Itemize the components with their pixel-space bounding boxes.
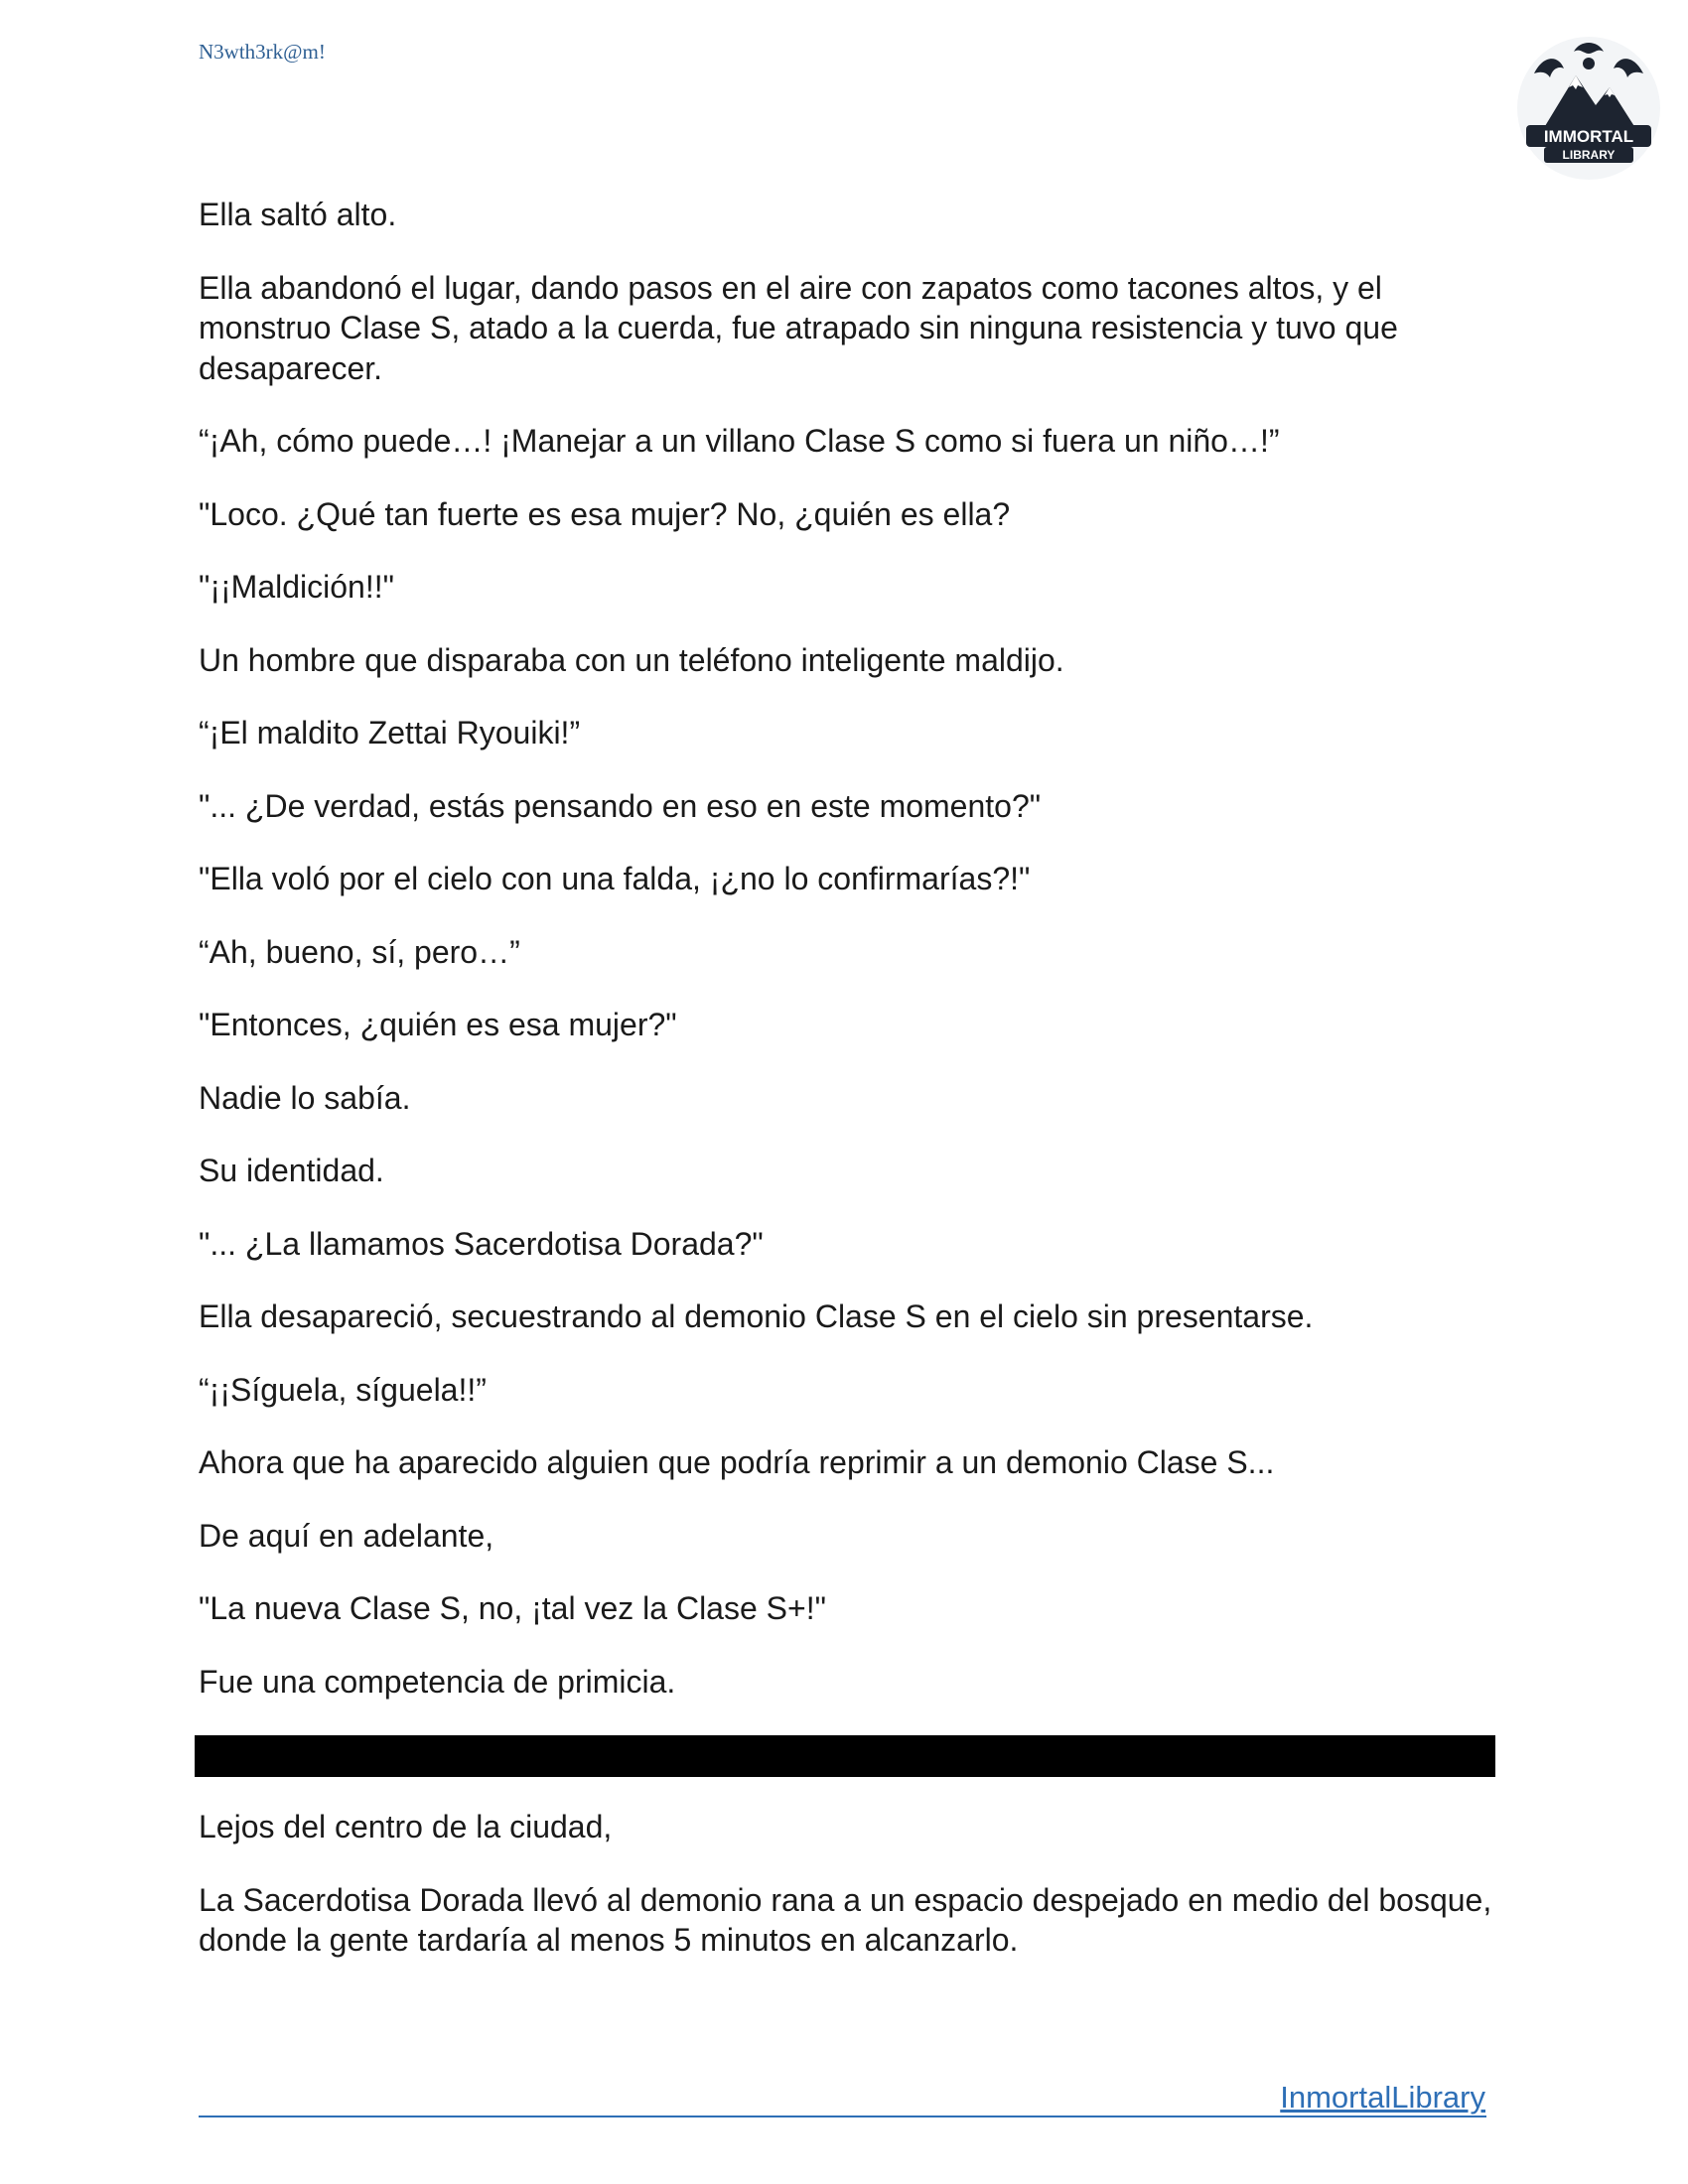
paragraph: Ella saltó alto. <box>199 197 397 232</box>
paragraph: "Ella voló por el cielo con una falda, ¡¿no lo confirmarías?!" <box>199 861 1031 896</box>
paragraph: Nadie lo sabía. <box>199 1079 411 1116</box>
logo-text-bottom: LIBRARY <box>1562 148 1616 162</box>
paragraph: Ahora que ha aparecido alguien que podría reprimir a un demonio Clase S... <box>199 1444 1275 1480</box>
paragraph: De aquí en adelante, <box>199 1517 494 1554</box>
paragraph: "Loco. ¿Qué tan fuerte es esa mujer? No, ¿quién es ella? <box>199 495 1011 532</box>
paragraph: "Entonces, ¿quién es esa mujer?" <box>199 1007 677 1042</box>
paragraph: "... ¿La llamamos Sacerdotisa Dorada?" <box>199 1225 764 1262</box>
paragraph: “¡¡Síguela, síguela!!” <box>199 1371 487 1408</box>
paragraph: "¡¡Maldición!!" <box>199 569 394 605</box>
paragraph: Un hombre que disparaba con un teléfono inteligente maldijo. <box>199 641 1064 678</box>
paragraph: "... ¿De verdad, estás pensando en eso en este momento?" <box>199 787 1042 824</box>
main-text <box>199 195 1499 1734</box>
paragraph: “¡El maldito Zettai Ryouiki!” <box>199 715 581 751</box>
logo-text-top: IMMORTAL <box>1543 127 1634 146</box>
paragraph: La Sacerdotisa Dorada llevó al demonio rana a un espacio despejado en medio del bosque, donde la gente tardaría al menos 5 minutos en alcanzarlo. <box>199 1881 1492 1958</box>
footer-divider <box>199 2116 1486 2117</box>
paragraph: Ella desapareció, secuestrando al demonio Clase S en el cielo sin presentarse. <box>199 1298 1314 1334</box>
immortal-library-logo <box>1514 14 1663 183</box>
paragraph: Lejos del centro de la ciudad, <box>199 1809 613 1844</box>
header-tag: N3wth3rk@m! <box>199 40 326 64</box>
paragraph: Ella abandonó el lugar, dando pasos en el aire con zapatos como tacones altos, y el monstruo Clase S, atado a la cuerda, fue atrapado sin ninguna resistencia y tuvo que desaparecer. <box>199 269 1398 386</box>
paragraph: “¡Ah, cómo puede…! ¡Manejar a un villano Clase S como si fuera un niño…!” <box>199 423 1280 459</box>
footer-link[interactable]: InmortalLibrary <box>1280 2080 1485 2115</box>
paragraph: “Ah, bueno, sí, pero…” <box>199 933 520 970</box>
paragraph: Su identidad. <box>199 1153 384 1188</box>
main-text-continued <box>199 1807 1499 1993</box>
scene-break-bar <box>195 1735 1495 1777</box>
paragraph: Fue una competencia de primicia. <box>199 1663 676 1700</box>
paragraph: "La nueva Clase S, no, ¡tal vez la Clase S+!" <box>199 1590 826 1626</box>
